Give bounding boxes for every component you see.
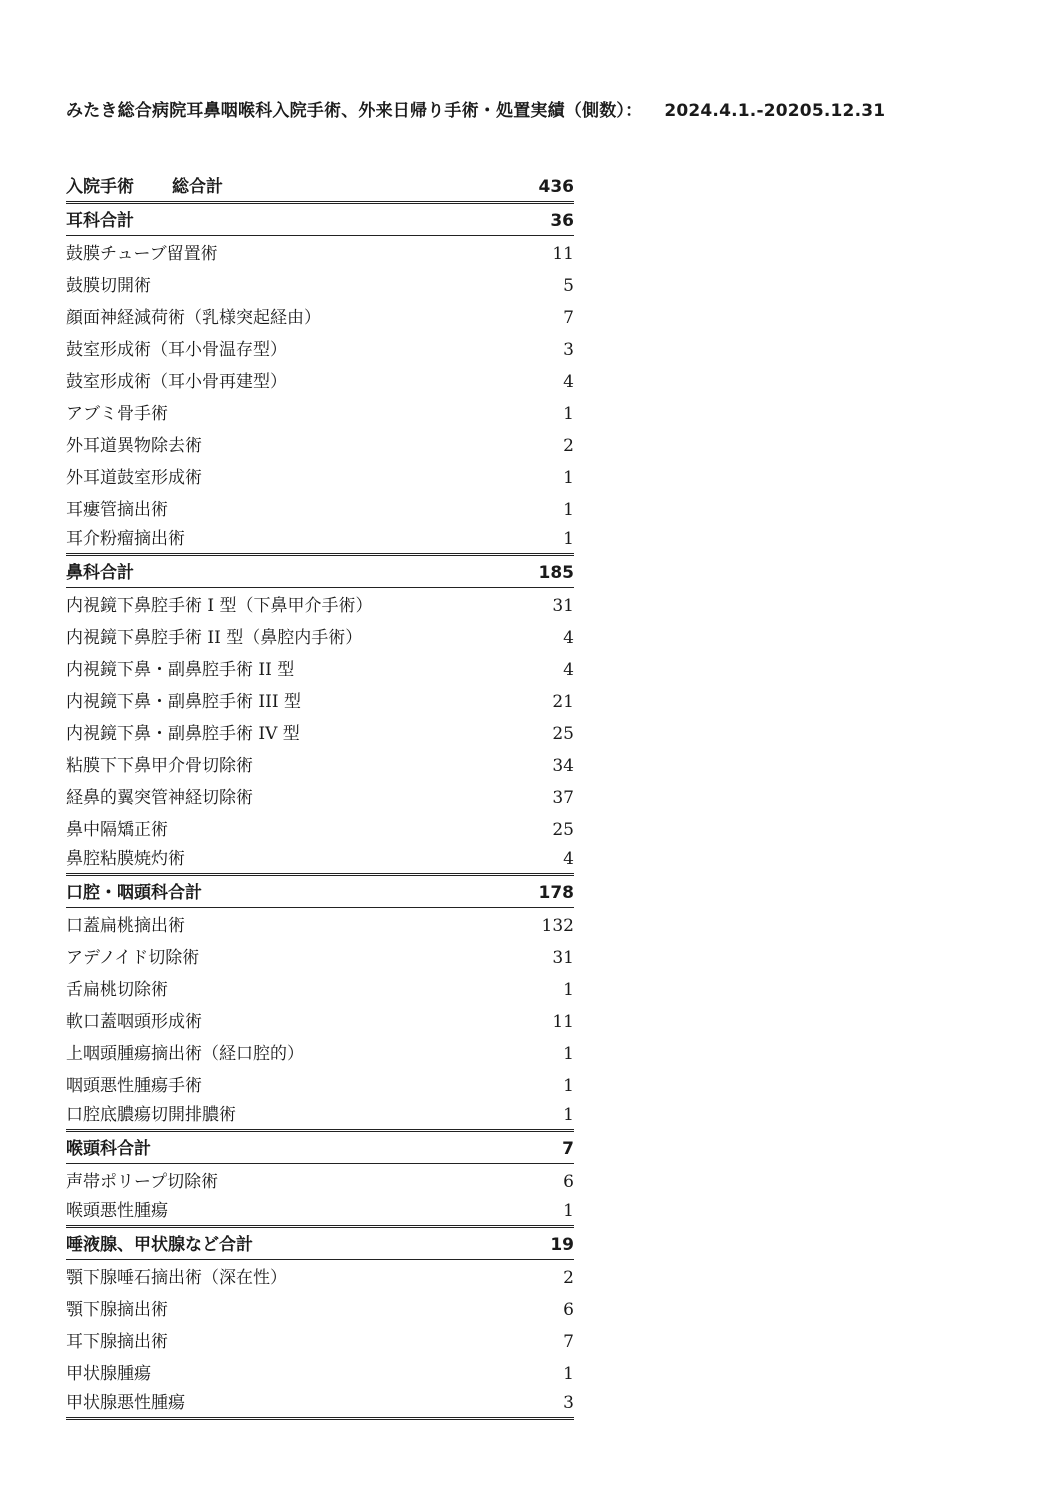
section-total-value: 178	[538, 883, 574, 903]
procedure-count: 1	[563, 1364, 574, 1384]
procedure-row	[66, 1164, 574, 1196]
procedure-count: 1	[563, 468, 574, 488]
procedure-count: 1	[563, 1044, 574, 1064]
procedure-label: 鼓膜切開術	[66, 276, 151, 296]
procedure-label: 声帯ポリープ切除術	[66, 1172, 219, 1192]
procedure-count: 4	[563, 628, 574, 648]
grand-total-value: 436	[538, 177, 574, 197]
procedure-count: 31	[552, 948, 574, 968]
procedure-row	[66, 780, 574, 812]
procedure-count: 3	[563, 1393, 574, 1413]
procedure-label: 外耳道鼓室形成術	[66, 468, 202, 488]
procedure-label: 外耳道異物除去術	[66, 436, 202, 456]
procedure-label: 経鼻的翼突管神経切除術	[66, 788, 253, 808]
procedure-row	[66, 1292, 574, 1324]
procedure-label: アブミ骨手術	[66, 404, 168, 424]
procedure-count: 34	[552, 756, 574, 776]
procedure-row	[66, 428, 574, 460]
procedure-row	[66, 396, 574, 428]
procedure-label: 咽頭悪性腫瘍手術	[66, 1076, 202, 1096]
section-total-value: 7	[562, 1139, 574, 1159]
procedure-row	[66, 844, 574, 876]
procedure-label: 鼓室形成術（耳小骨再建型）	[66, 372, 287, 392]
section-total-label: 鼻科合計	[66, 563, 134, 583]
section-total-row	[66, 876, 574, 908]
procedure-label: 鼓室形成術（耳小骨温存型）	[66, 340, 287, 360]
procedure-row	[66, 364, 574, 396]
procedure-row	[66, 492, 574, 524]
procedure-row	[66, 812, 574, 844]
procedure-row	[66, 1004, 574, 1036]
procedure-label: 内視鏡下鼻・副鼻腔手術 III 型	[66, 692, 301, 712]
procedure-row	[66, 1036, 574, 1068]
title-period: 2024.4.1.-20205.12.31	[664, 101, 886, 121]
procedure-count: 1	[563, 529, 574, 549]
procedure-label: 内視鏡下鼻腔手術 II 型（鼻腔内手術）	[66, 628, 363, 648]
title-text: みたき総合病院耳鼻咽喉科入院手術、外来日帰り手術・処置実績（側数）：	[66, 101, 643, 121]
procedure-row	[66, 972, 574, 1004]
procedure-label: 内視鏡下鼻・副鼻腔手術 IV 型	[66, 724, 300, 744]
section-total-label: 唾液腺、甲状腺など合計	[66, 1235, 253, 1255]
procedure-count: 1	[563, 980, 574, 1000]
procedure-label: 顔面神経減荷術（乳様突起経由）	[66, 308, 321, 328]
procedure-count: 21	[552, 692, 574, 712]
procedure-row	[66, 1388, 574, 1420]
procedure-row	[66, 1324, 574, 1356]
section-total-row	[66, 1228, 574, 1260]
section-total-label: 口腔・咽頭科合計	[66, 883, 202, 903]
procedure-row	[66, 1260, 574, 1292]
section-total-label: 喉頭科合計	[66, 1139, 151, 1159]
section-total-row	[66, 556, 574, 588]
procedure-row	[66, 1196, 574, 1228]
procedure-label: 上咽頭腫瘍摘出術（経口腔的）	[66, 1044, 304, 1064]
procedure-count: 2	[563, 436, 574, 456]
procedure-row	[66, 300, 574, 332]
procedure-count: 11	[552, 1012, 574, 1032]
section-total-row	[66, 204, 574, 236]
procedure-label: 内視鏡下鼻腔手術 I 型（下鼻甲介手術）	[66, 596, 373, 616]
procedure-count: 3	[563, 340, 574, 360]
procedure-count: 1	[563, 1105, 574, 1125]
procedure-count: 1	[563, 500, 574, 520]
grand-total-label-a: 入院手術	[66, 177, 134, 197]
procedure-count: 1	[563, 404, 574, 424]
procedure-row	[66, 524, 574, 556]
procedure-label: 口腔底膿瘍切開排膿術	[66, 1105, 236, 1125]
procedure-count: 6	[563, 1172, 574, 1192]
procedure-row	[66, 908, 574, 940]
procedure-label: 甲状腺悪性腫瘍	[66, 1393, 185, 1413]
grand-total-label	[66, 172, 524, 197]
procedure-label: 鼓膜チューブ留置術	[66, 244, 218, 264]
grand-total-row	[66, 172, 574, 204]
procedure-row	[66, 748, 574, 780]
procedure-label: 粘膜下下鼻甲介骨切除術	[66, 756, 253, 776]
section-total-value: 185	[538, 563, 574, 583]
procedure-label: 喉頭悪性腫瘍	[66, 1201, 168, 1221]
procedure-label: 顎下腺摘出術	[66, 1300, 168, 1320]
procedure-label: 耳介粉瘤摘出術	[66, 529, 185, 549]
procedure-count: 1	[563, 1076, 574, 1096]
procedure-label: 耳瘻管摘出術	[66, 500, 168, 520]
procedure-row	[66, 268, 574, 300]
procedure-count: 11	[552, 244, 574, 264]
procedure-count: 1	[563, 1201, 574, 1221]
page-title	[66, 96, 1026, 121]
procedure-label: 鼻中隔矯正術	[66, 820, 168, 840]
section-total-value: 36	[550, 211, 574, 231]
procedure-count: 4	[563, 849, 574, 869]
procedure-label: 軟口蓋咽頭形成術	[66, 1012, 202, 1032]
procedure-row	[66, 1100, 574, 1132]
procedure-row	[66, 652, 574, 684]
procedure-label: 口蓋扁桃摘出術	[66, 916, 185, 936]
procedure-count: 31	[552, 596, 574, 616]
section-total-label: 耳科合計	[66, 211, 134, 231]
procedure-label: 甲状腺腫瘍	[66, 1364, 151, 1384]
procedure-label: 耳下腺摘出術	[66, 1332, 168, 1352]
procedure-label: 顎下腺唾石摘出術（深在性）	[66, 1268, 287, 1288]
grand-total-label-b: 総合計	[172, 177, 223, 197]
procedure-count: 4	[563, 660, 574, 680]
procedure-count: 4	[563, 372, 574, 392]
procedure-count: 25	[552, 724, 574, 744]
procedure-row	[66, 684, 574, 716]
procedure-count: 2	[563, 1268, 574, 1288]
procedure-row	[66, 588, 574, 620]
procedure-row	[66, 236, 574, 268]
section-total-value: 19	[550, 1235, 574, 1255]
procedure-count: 37	[552, 788, 574, 808]
procedure-label: 舌扁桃切除術	[66, 980, 168, 1000]
procedure-row	[66, 620, 574, 652]
surgery-report-table	[66, 172, 574, 1420]
procedure-count: 5	[563, 276, 574, 296]
procedure-row	[66, 716, 574, 748]
procedure-count: 7	[563, 308, 574, 328]
procedure-row	[66, 1356, 574, 1388]
procedure-count: 132	[541, 916, 574, 936]
procedure-label: 内視鏡下鼻・副鼻腔手術 II 型	[66, 660, 295, 680]
procedure-count: 6	[563, 1300, 574, 1320]
procedure-label: アデノイド切除術	[66, 948, 200, 968]
procedure-label: 鼻腔粘膜焼灼術	[66, 849, 185, 869]
procedure-count: 7	[563, 1332, 574, 1352]
section-total-row	[66, 1132, 574, 1164]
procedure-row	[66, 460, 574, 492]
procedure-row	[66, 940, 574, 972]
procedure-row	[66, 1068, 574, 1100]
procedure-count: 25	[552, 820, 574, 840]
procedure-row	[66, 332, 574, 364]
